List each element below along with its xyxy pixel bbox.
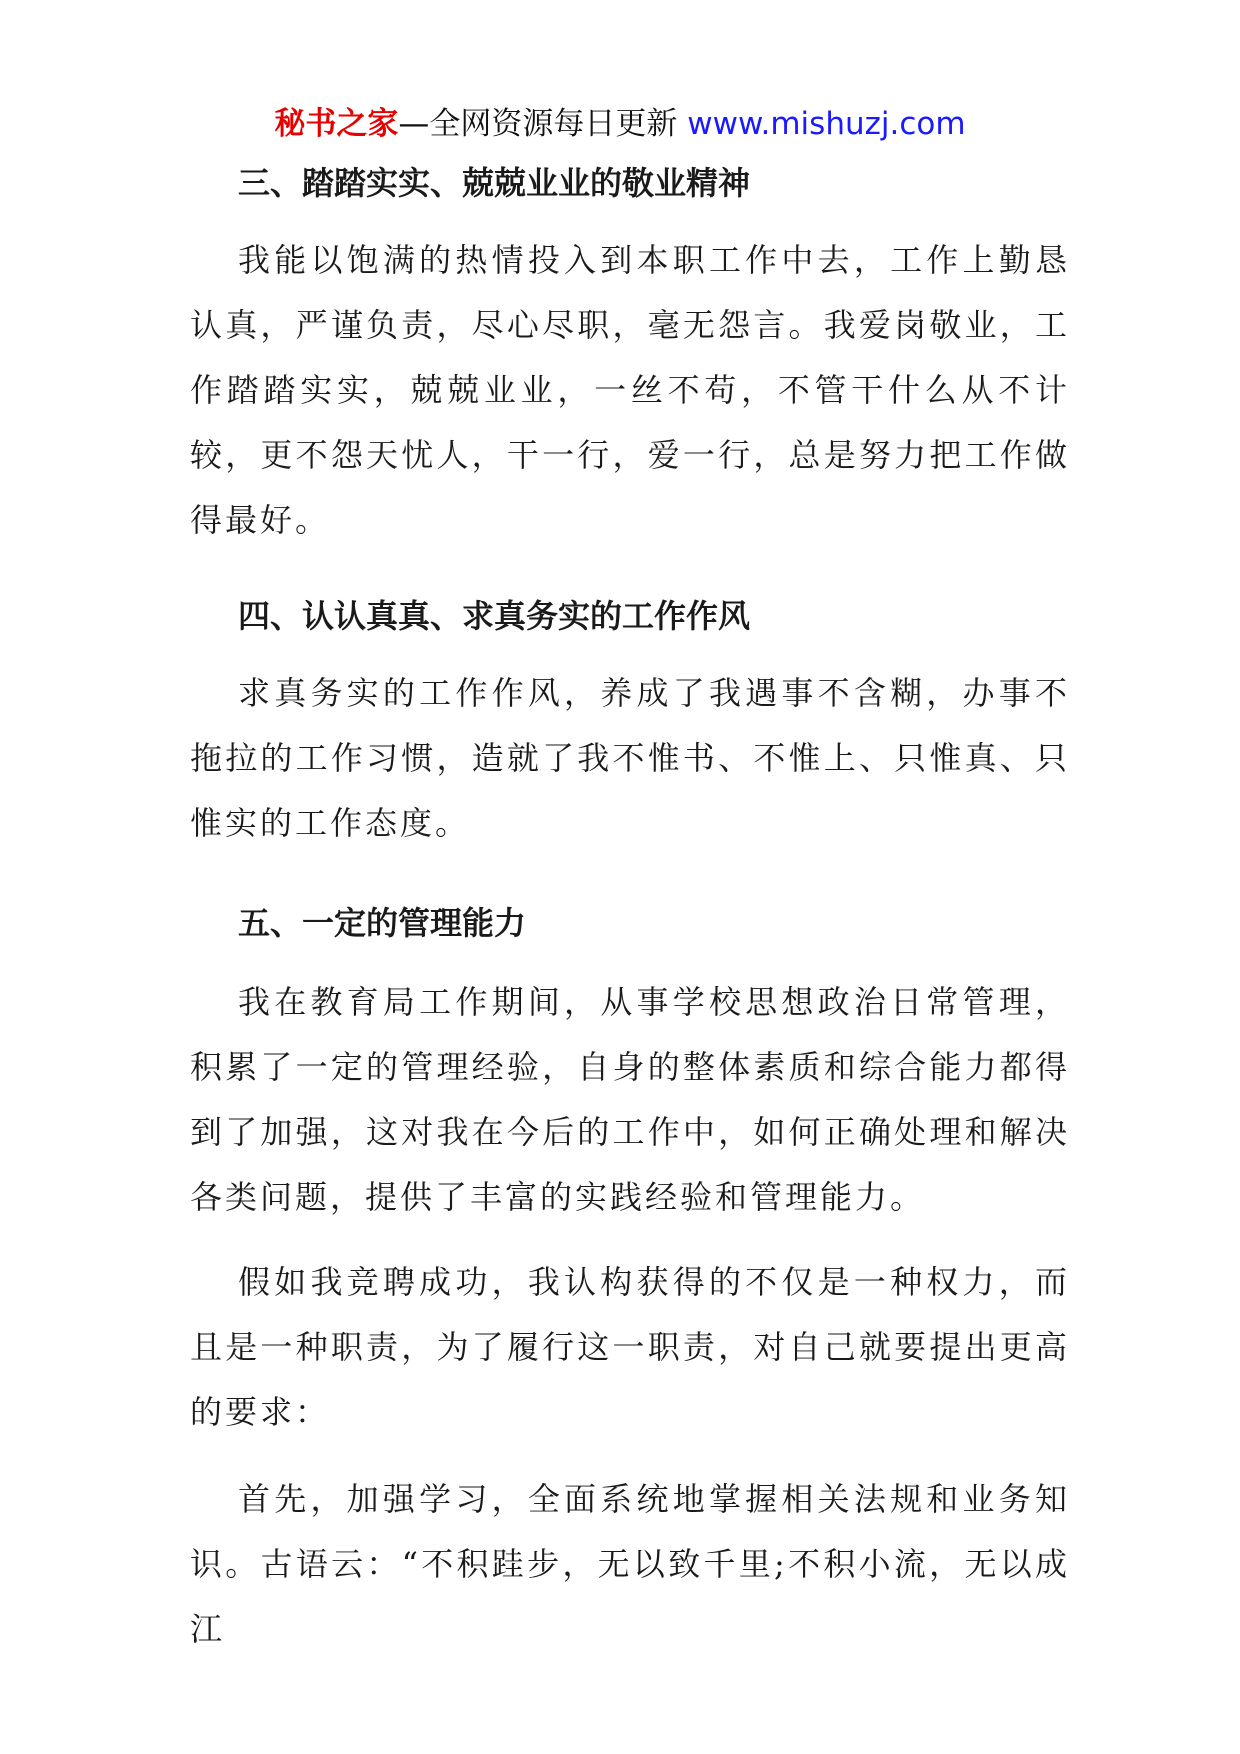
section-heading-five: 五、一定的管理能力 <box>238 904 527 942</box>
closing-paragraph-commitment: 假如我竞聘成功，我认构获得的不仅是一种权力，而且是一种职责，为了履行这一职责，对自己就要提出更高的要求： <box>190 1263 1070 1431</box>
site-url-link[interactable]: www.mishuzj.com <box>687 106 966 142</box>
section-paragraph-five: 我在教育局工作期间，从事学校思想政治日常管理，积累了一定的管理经验，自身的整体素质和综合能力都得到了加强，这对我在今后的工作中，如何正确处理和解决各类问题，提供了丰富的实践经验和管理能力。 <box>190 983 1070 1216</box>
section-paragraph-three: 我能以饱满的热情投入到本职工作中去，工作上勤恳认真，严谨负责，尽心尽职，毫无怨言。我爱岗敬业，工作踏踏实实，兢兢业业，一丝不苟，不管干什么从不计较，更不怨天忧人，干一行，爱一行，总是努力把工作做得最好。 <box>190 241 1070 539</box>
site-header <box>0 100 1240 148</box>
section-heading-three: 三、踏踏实实、兢兢业业的敬业精神 <box>238 164 751 202</box>
site-brand: 秘书之家 <box>274 106 399 142</box>
closing-paragraph-study: 首先，加强学习，全面系统地掌握相关法规和业务知识。古语云：“不积跬步，无以致千里;不积小流，无以成江 <box>190 1480 1070 1648</box>
section-paragraph-four: 求真务实的工作作风，养成了我遇事不含糊，办事不拖拉的工作习惯，造就了我不惟书、不惟上、只惟真、只惟实的工作态度。 <box>190 674 1070 842</box>
section-heading-four: 四、认认真真、求真务实的工作作风 <box>238 597 751 635</box>
document-body <box>190 160 1070 1662</box>
site-tagline: —全网资源每日更新 <box>398 106 678 142</box>
